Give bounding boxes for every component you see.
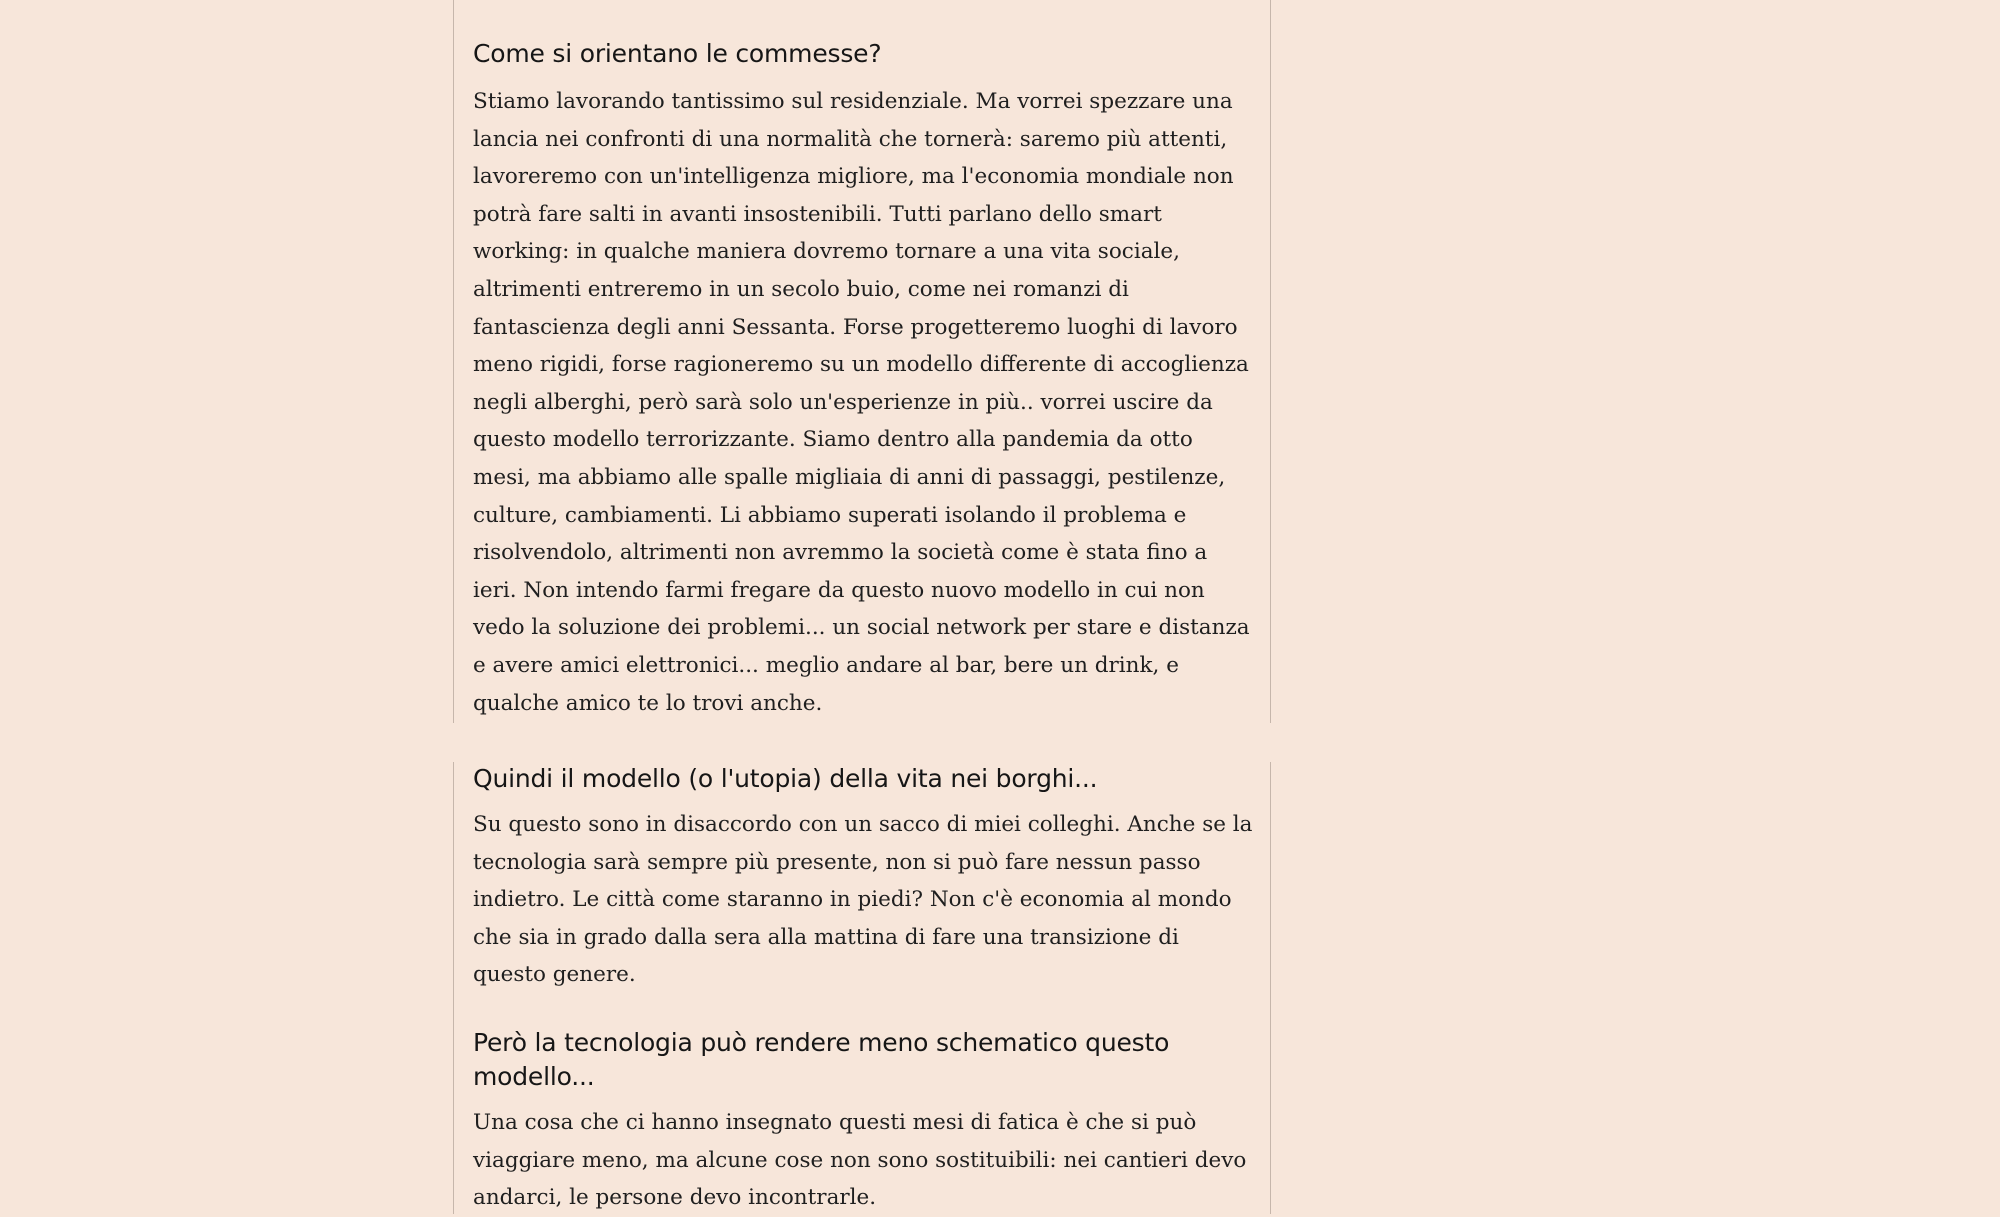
answer-paragraph: Stiamo lavorando tantissimo sul residenziale. Ma vorrei spezzare una lancia nei confronti di una normalità che tornerà: saremo più attenti, lavoreremo con un'intelligenza migliore, ma l'economia mondiale non potrà fare salti in avanti insostenibili. Tutti parlano dello smart working: in qualche maniera dovremo tornare a una vita sociale, altrimenti entreremo in un secolo buio, come nei romanzi di fantascienza degli anni Sessanta. Forse progetteremo luoghi di lavoro meno rigidi, forse ragioneremo su un modello differente di accoglienza negli alberghi, però sarà solo un'esperienze in più.. vorrei uscire da questo modello terrorizzante. Siamo dentro alla pandemia da otto mesi, ma abbiamo alle spalle migliaia di anni di passaggi, pestilenze, culture, cambiamenti. Li abbiamo superati isolando il problema e risolvendolo, altrimenti non avremmo la società come è stata fino a ieri. Non intendo farmi fregare da questo nuovo modello in cui non vedo la soluzione dei problemi... un social network per stare e distanza e avere amici elettronici... meglio andare al bar, bere un drink, e qualche amico te lo trovi anche. — [473, 89, 1250, 716]
question-heading: Però la tecnologia può rendere meno schematico questo modello... — [473, 1027, 1170, 1091]
interview-block-2 — [453, 762, 1271, 1214]
answer-paragraph: Su questo sono in disaccordo con un sacco di miei colleghi. Anche se la tecnologia sarà sempre più presente, non si può fare nessun passo indietro. Le città come staranno in piedi? Non c'è economia al mondo che sia in grado dalla sera alla mattina di fare una transizione di questo genere. — [473, 812, 1253, 988]
question-heading: Come si orientano le commesse? — [473, 39, 882, 68]
interview-block-1 — [453, 0, 1271, 723]
question-heading: Quindi il modello (o l'utopia) della vita nei borghi... — [473, 764, 1098, 793]
answer-paragraph: Una cosa che ci hanno insegnato questi mesi di fatica è che si può viaggiare meno, ma alcune cose non sono sostituibili: nei cantieri devo andarci, le persone devo incontrarle. — [473, 1109, 1247, 1211]
